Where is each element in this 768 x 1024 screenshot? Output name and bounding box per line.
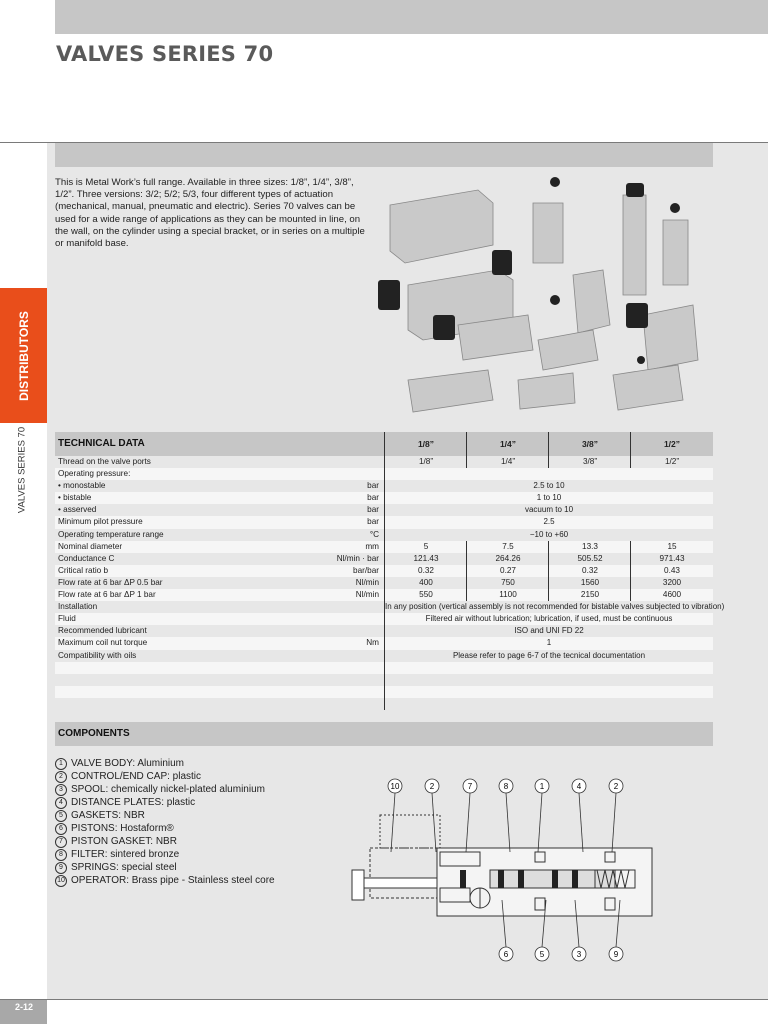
page-title: VALVES SERIES 70 [56,42,274,66]
component-text: CONTROL/END CAP: plastic [71,771,202,782]
table-cell: 7.5 [502,541,514,551]
component-number: 6 [55,823,67,835]
table-cell: 1 [546,638,552,648]
callout-leader [466,793,470,852]
side-running-label: VALVES SERIES 70 [16,426,28,514]
callout-number: 2 [613,782,619,791]
size-header: 1/8” [417,439,435,449]
row-label: Operating temperature range [58,529,164,539]
component-text: SPRINGS: special steel [71,862,177,873]
row-label: Critical ratio b [58,565,109,575]
table-cell: 13.3 [582,541,598,551]
callout-leader [579,793,583,852]
callout-number: 5 [539,950,545,959]
component-text: VALVE BODY: Aluminium [71,758,185,769]
size-header: 1/4” [499,439,517,449]
row-unit: bar [367,493,379,503]
callout-leader [432,793,436,852]
footer-divider [0,999,768,1000]
row-label: Compatibility with oils [58,650,137,660]
component-number: 2 [55,771,67,783]
row-label: • asserved [58,505,97,515]
top-band [55,0,768,34]
valves-product-photo [378,175,713,420]
table-cell: 0.32 [582,565,598,575]
size-header: 1/2” [663,439,681,449]
component-item [55,874,275,887]
row-unit: bar/bar [353,565,379,575]
row-label: Maximum coil nut torque [58,638,148,648]
table-cell: 505.52 [577,553,603,563]
callout-leader [391,793,395,852]
table-cell: 5 [423,541,429,551]
component-item [55,835,275,848]
table-divider [466,432,467,468]
component-item [55,757,275,770]
callout-leader [506,793,510,852]
component-text: DISTANCE PLATES: plastic [71,797,196,808]
component-number: 7 [55,836,67,848]
component-text: PISTONS: Hostaform® [71,823,174,834]
table-cell: 400 [419,577,433,587]
row-label: Installation [58,602,98,612]
component-item [55,770,275,783]
component-text: GASKETS: NBR [71,810,145,821]
table-divider [548,432,549,468]
row-unit: °C [369,529,379,539]
table-cell: 2.5 [543,517,555,527]
component-item [55,809,275,822]
component-text: PISTON GASKET: NBR [71,836,177,847]
table-cell: Filtered air without lubrication; lubrication, if used, must be continuous [425,614,673,624]
table-cell: 3200 [662,577,682,587]
component-item [55,822,275,835]
table-cell: 3/8” [582,457,598,466]
components-header [55,722,713,746]
row-label: Minimum pilot pressure [58,517,143,527]
row-unit: bar [367,517,379,527]
component-item [55,796,275,809]
table-cell: 121.43 [413,553,439,563]
table-cell: 1560 [580,577,600,587]
callout-number: 4 [576,782,582,791]
section-tab-label: DISTRIBUTORS [16,310,31,401]
table-divider [548,541,549,601]
callout-leader [538,793,542,852]
table-cell: 0.27 [500,565,516,575]
component-number: 3 [55,784,67,796]
callout-number: 6 [503,950,509,959]
table-cell: 264.26 [495,553,521,563]
valve-cross-section-diagram [340,770,660,965]
callout-number: 9 [613,950,619,959]
component-number: 4 [55,797,67,809]
table-cell: vacuum to 10 [524,505,574,515]
row-unit: bar [367,481,379,491]
size-header: 3/8” [581,439,599,449]
row-label: Recommended lubricant [58,626,147,636]
table-cell: 1/8” [418,457,434,466]
table-cell: 2150 [580,590,600,600]
intro-text: This is Metal Work’s full range. Available in three sizes: 1/8”, 1/4”, 3/8”, 1/2”. Three versions: 3/2; 5/2; 5/3, four different types of actuation (mechanical, manual, pneumatic and electric). Series 70 valves can be used for a wide range of applications as they can be mounted in line, on the wall, on the cylinder using a special bracket, or in series on a multiple or manifold base. [55,177,365,250]
table-cell: 971.43 [659,553,685,563]
callout-number: 3 [576,950,582,959]
callout-number: 2 [429,782,435,791]
callout-leader [612,793,616,852]
row-unit: bar [367,505,379,515]
table-cell: Please refer to page 6-7 of the tecnical documentation [452,650,646,660]
table-cell: 1100 [499,590,517,600]
row-label: Thread on the valve ports [58,457,151,466]
callout-number: 1 [539,782,545,791]
row-unit: Nl/min [355,590,379,600]
component-number: 9 [55,862,67,874]
table-cell: 550 [419,590,433,600]
row-label: • monostable [58,481,106,491]
components-list [55,757,275,887]
row-label: Flow rate at 6 bar ΔP 0.5 bar [58,577,163,587]
callout-number: 8 [503,782,509,791]
row-label: Flow rate at 6 bar ΔP 1 bar [58,590,156,600]
table-cell: 15 [667,541,677,551]
row-label: • bistable [58,493,92,503]
table-cell: 750 [501,577,515,587]
table-cell: ISO and UNI FD 22 [514,626,584,636]
table-cell: −10 to +60 [529,529,569,539]
table-cell: In any position (vertical assembly is not recommended for bistable valves subjected to vibration) [385,602,725,612]
table-divider [630,432,631,468]
page-number-box [0,1000,47,1024]
row-label: Operating pressure: [58,469,131,479]
left-margin [0,143,47,999]
component-text: FILTER: sintered bronze [71,849,180,860]
component-number: 1 [55,758,67,770]
table-divider [384,432,385,710]
table-cell: 0.32 [418,565,434,575]
row-unit: Nl/min · bar [336,553,379,563]
page-number: 2-12 [15,1002,34,1012]
row-label: Fluid [58,614,76,624]
component-number: 5 [55,810,67,822]
component-item [55,848,275,861]
callout-number: 10 [390,782,400,791]
row-unit: Nm [366,638,379,648]
component-item [55,783,275,796]
table-cell: 1/2” [664,457,680,466]
table-cell: 1/4” [500,457,516,466]
callout-number: 7 [467,782,473,791]
table-cell: 2.5 to 10 [533,481,565,491]
component-text: OPERATOR: Brass pipe - Stainless steel core [71,875,275,886]
table-divider [630,541,631,601]
table-cell: 0.43 [664,565,680,575]
row-unit: mm [365,541,379,551]
component-text: SPOOL: chemically nickel-plated aluminium [71,784,265,795]
table-divider [466,541,467,601]
row-label: Conductance C [58,553,115,563]
row-label: Nominal diameter [58,541,123,551]
component-number: 10 [55,875,67,887]
table-cell: 4600 [662,590,682,600]
technical-data-title: TECHNICAL DATA [58,438,145,449]
components-title: COMPONENTS [58,728,130,739]
table-cell: 1 to 10 [536,493,562,503]
intro-band [55,143,713,167]
section-tab [0,288,47,423]
row-unit: Nl/min [355,577,379,587]
component-number: 8 [55,849,67,861]
component-item [55,861,275,874]
